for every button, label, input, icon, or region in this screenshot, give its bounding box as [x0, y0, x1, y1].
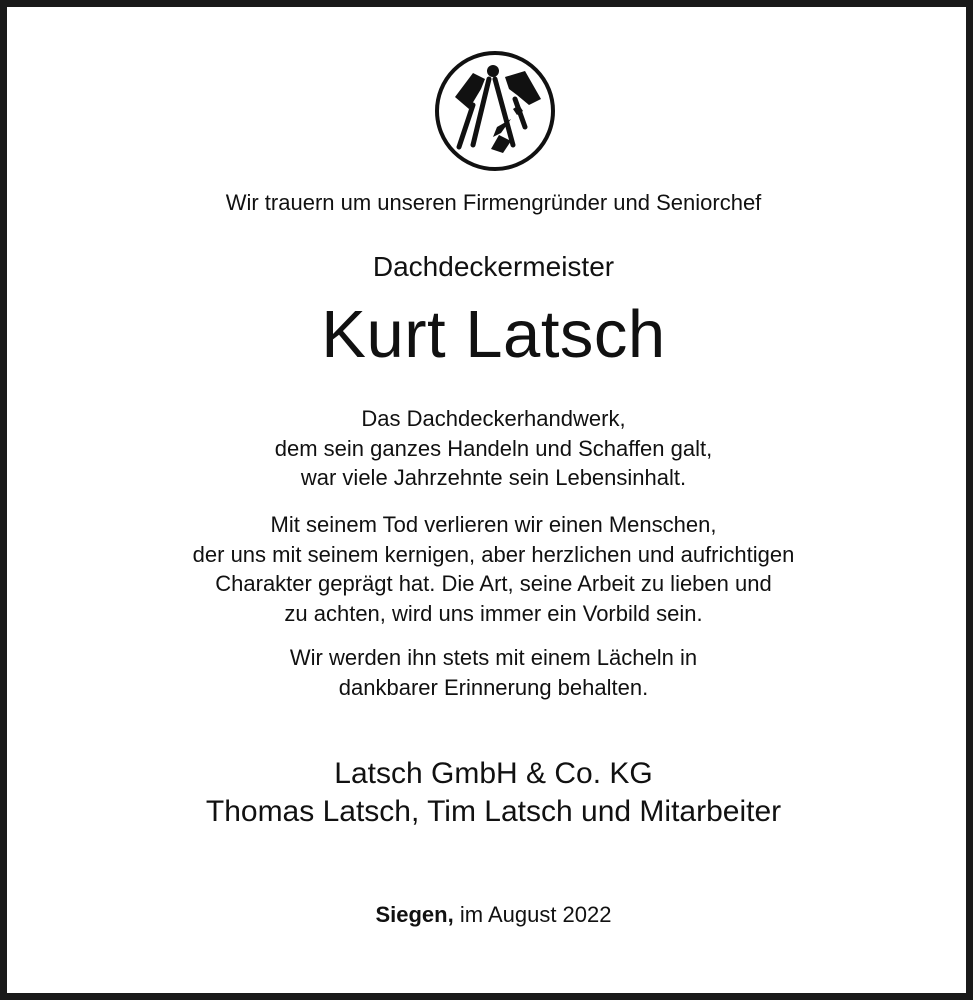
- roofer-guild-emblem-icon: [433, 49, 557, 173]
- deceased-title: Dachdeckermeister: [372, 251, 615, 282]
- tribute-line: Das Dachdeckerhandwerk,: [361, 406, 626, 431]
- company-name: Latsch GmbH & Co. KG: [334, 757, 653, 790]
- tribute-paragraph-2: [7, 510, 973, 628]
- tribute-line: Wir werden ihn stets mit einem Lächeln in: [289, 645, 698, 670]
- tribute-line: der uns mit seinem kernigen, aber herzlichen und aufrichtigen: [192, 541, 795, 567]
- tribute-line: Mit seinem Tod verlieren wir einen Menschen,: [270, 512, 717, 537]
- intro-line: Wir trauern um unseren Firmengründer und Seniorchef: [225, 190, 762, 215]
- notice-date: im August 2022: [459, 902, 612, 927]
- place-date-line: [7, 901, 973, 929]
- place-name: Siegen,: [375, 902, 454, 927]
- tribute-line: Charakter geprägt hat. Die Art, seine Arbeit zu lieben und: [215, 571, 772, 596]
- mourners-line: Thomas Latsch, Tim Latsch und Mitarbeiter: [205, 795, 782, 828]
- tribute-paragraph-3: [7, 643, 973, 702]
- tribute-line: dankbarer Erinnerung behalten.: [338, 674, 649, 700]
- tribute-line: war viele Jahrzehnte sein Lebensinhalt.: [300, 465, 687, 490]
- tribute-line: dem sein ganzes Handeln und Schaffen galt,: [274, 435, 713, 461]
- tribute-line: zu achten, wird uns immer ein Vorbild sein.: [284, 600, 703, 626]
- deceased-name: Kurt Latsch: [321, 297, 666, 372]
- tribute-paragraph-1: [7, 404, 973, 493]
